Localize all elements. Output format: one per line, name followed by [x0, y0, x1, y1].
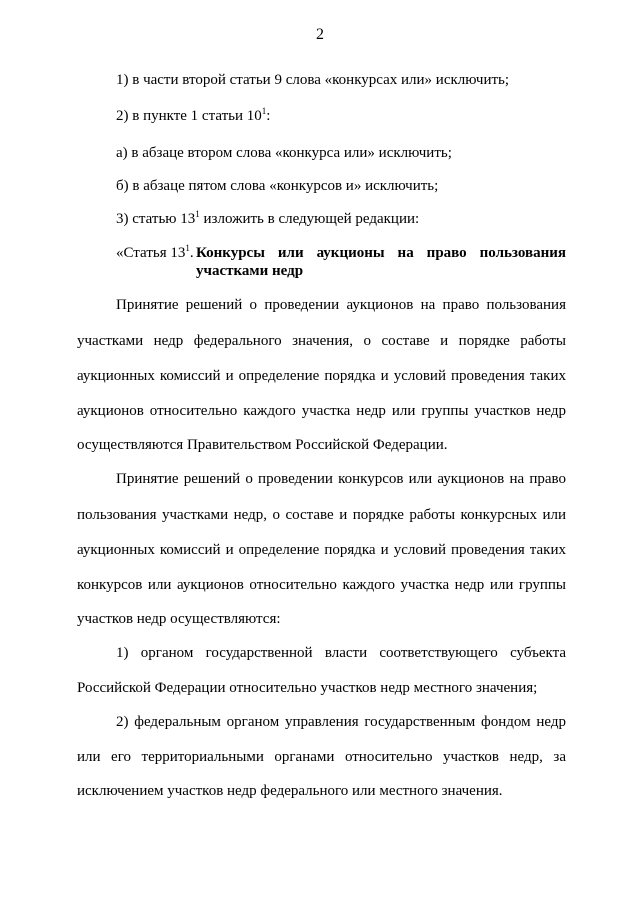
paragraph-2-line-5: участков недр осуществляются: — [77, 611, 281, 627]
paragraph-4-line-3: исключением участков недр федерального или местного значения. — [77, 783, 503, 799]
paragraph-2-line-1: Принятие решений о проведении конкурсов или аукционов на право — [116, 471, 566, 487]
paragraph-4-line-1: 2) федеральным органом управления государственным фондом недр — [116, 714, 566, 730]
paragraph-1-line-4: аукционов относительно каждого участка недр или группы участков недр — [77, 403, 566, 419]
paragraph-2-line-2: пользования участками недр, о составе и порядке работы конкурсных или — [77, 507, 566, 523]
article-label-text: «Статья 13 — [116, 245, 186, 261]
amendment-item-2-tail: : — [266, 108, 271, 124]
paragraph-1-line-3: аукционных комиссий и определение порядка и условий проведения таких — [77, 368, 566, 384]
paragraph-2-line-3: аукционных комиссий и определение порядка и условий проведения таких — [77, 542, 566, 558]
amendment-item-3-superscript: 1 — [195, 209, 200, 219]
amendment-item-3 — [116, 210, 566, 228]
paragraph-3-line-1: 1) органом государственной власти соответствующего субъекта — [116, 645, 566, 661]
amendment-item-1: 1) в части второй статьи 9 слова «конкурсах или» исключить; — [116, 72, 510, 88]
paragraph-1-line-2: участками недр федерального значения, о составе и порядке работы — [77, 333, 566, 349]
article-label-tail: . — [189, 245, 194, 261]
paragraph-1-line-1: Принятие решений о проведении аукционов на право пользования — [116, 297, 566, 313]
article-title — [196, 244, 566, 280]
article-label-superscript: 1 — [185, 243, 190, 253]
amendment-item-2b: б) в абзаце пятом слова «конкурсов и» исключить; — [116, 178, 439, 194]
paragraph-3-line-2: Российской Федерации относительно участков недр местного значения; — [77, 680, 538, 696]
paragraph-1-line-5: осуществляются Правительством Российской Федерации. — [77, 437, 448, 453]
amendment-item-3-text: 3) статью 13 — [116, 211, 196, 227]
amendment-item-2-superscript: 1 — [261, 106, 267, 116]
article-title-line-1: Конкурсы или аукционы на право пользования — [196, 245, 566, 261]
page-number: 2 — [316, 26, 324, 43]
article-label — [116, 244, 194, 262]
amendment-item-3-tail: изложить в следующей редакции: — [199, 211, 420, 227]
amendment-item-2-text: 2) в пункте 1 статьи 10 — [116, 108, 262, 124]
amendment-item-2 — [116, 107, 566, 125]
paragraph-4-line-2: или его территориальными органами относительно участков недр, за — [77, 749, 566, 765]
article-title-line-2: участками недр — [196, 263, 304, 279]
amendment-item-2a: а) в абзаце втором слова «конкурса или» исключить; — [116, 145, 452, 161]
paragraph-2-line-4: конкурсов или аукционов относительно каждого участка недр или группы — [77, 577, 566, 593]
